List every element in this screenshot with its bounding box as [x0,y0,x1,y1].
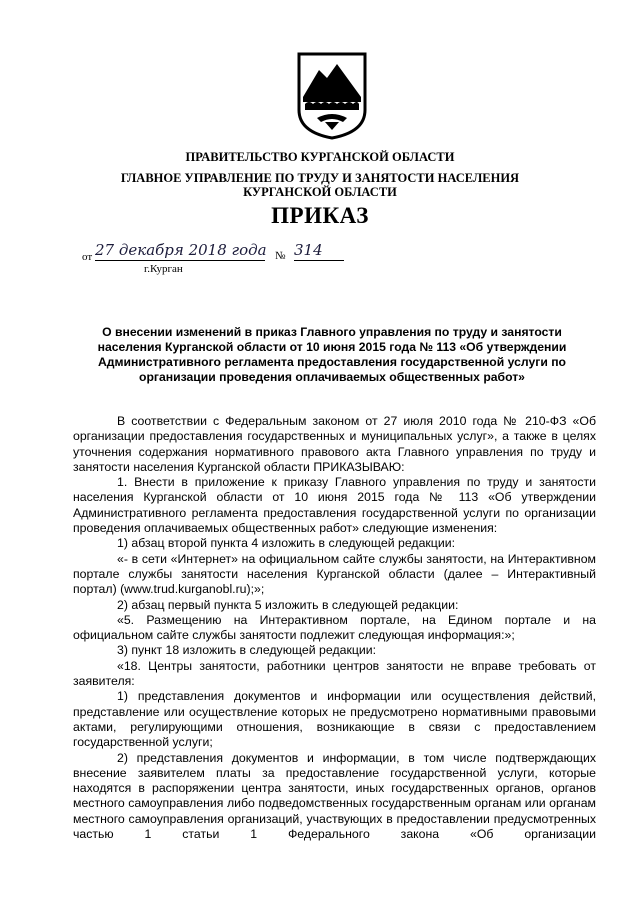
document-title: ПРИКАЗ [271,203,369,228]
paragraph: «18. Центры занятости, работники центров занятости не вправе требовать от заявителя: [73,658,596,689]
order-heading: О внесении изменений в приказ Главного управления по труду и занятости населения Курганской области от 10 июня 2015 года № 113 «Об утверждении Административного регламента предоставления государственной услуги по организации проведения оплачиваемых общественных работ» [97,325,567,384]
organization-name: ПРАВИТЕЛЬСТВО КУРГАНСКОЙ ОБЛАСТИ [185,150,455,164]
order-number: 314 [294,241,344,261]
city: г.Курган [144,263,183,275]
department-name-line2: КУРГАНСКОЙ ОБЛАСТИ [243,185,397,199]
paragraph: 2) представления документов и информации, в том числе подтверждающих внесение заявителем платы за предоставление государственной услуги, которые находятся в распоряжении центра занятости, иных государственных органов, органов местного самоуправления либо подведомственных государственным органам или органам местного самоуправления организаций, участвующих в предоставлении предусмотренных частью 1 статьи 1 Федерального закона «Об организации [73,750,596,842]
coat-of-arms-icon [297,52,367,140]
number-label: № [275,250,286,262]
order-date: 27 декабря 2018 года [95,241,267,259]
paragraph: «5. Размещению на Интерактивном портале, на Едином портале и на официальном сайте службы занятости подлежит следующая информация:»; [73,612,596,643]
from-label: от [82,251,93,263]
paragraph: «- в сети «Интернет» на официальном сайте службы занятости, на Интерактивном портале службы занятости населения Курганской области (далее – Интерактивный портал) (www.trud.kurganobl.ru);»; [73,551,596,597]
paragraph: 1) абзац второй пункта 4 изложить в следующей редакции: [117,536,456,551]
document-body [73,414,596,842]
paragraph: В соответствии с Федеральным законом от 27 июля 2010 года № 210-ФЗ «Об организации предоставления государственных и муниципальных услуг», а также в целях уточнения содержания нормативного правового акта Главного управления по труду и занятости населения Курганской области ПРИКАЗЫВАЮ: [73,414,596,474]
paragraph: 2) абзац первый пункта 5 изложить в следующей редакции: [117,597,459,612]
paragraph: 1. Внести в приложение к приказу Главного управления по труду и занятости населения Курганской области от 10 июня 2015 года № 113 «Об утверждении Административного регламента предоставления государственной услуги по организации проведения оплачиваемых общественных работ» следующие изменения: [73,475,596,536]
paragraph: 3) пункт 18 изложить в следующей редакции: [117,643,377,658]
department-name-line1: ГЛАВНОЕ УПРАВЛЕНИЕ ПО ТРУДУ И ЗАНЯТОСТИ НАСЕЛЕНИЯ [120,171,520,185]
paragraph: 1) представления документов и информации или осуществления действий, представление или осуществление которых не предусмотрено нормативными правовыми актами, регулирующими отношения, возникающие в связи с предоставлением государственной услуги; [73,689,596,750]
